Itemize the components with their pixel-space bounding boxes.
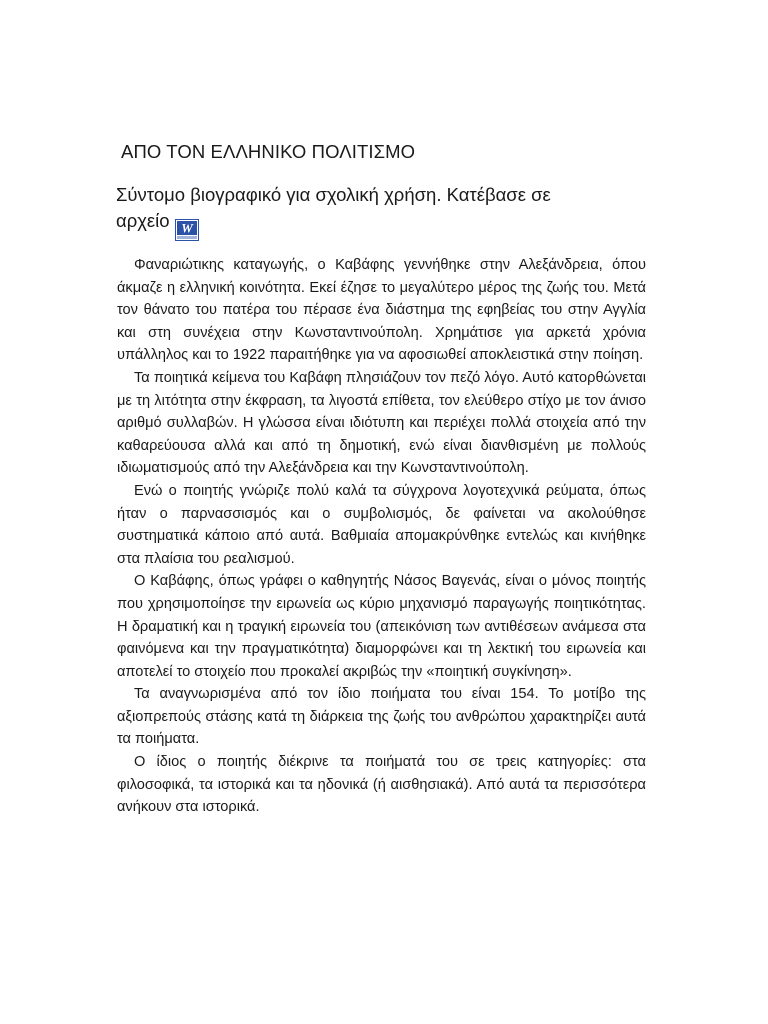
- page-title: ΑΠΟ ΤΟΝ ΕΛΛΗΝΙΚΟ ΠΟΛΙΤΙΣΜΟ: [121, 141, 416, 162]
- word-document-icon[interactable]: [175, 219, 199, 241]
- article-body: [117, 254, 646, 819]
- subtitle-line-1: Σύντομο βιογραφικό για σχολική χρήση. Κατέβασε σε: [116, 184, 551, 205]
- paragraph: Τα ποιητικά κείμενα του Καβάφη πλησιάζουν τον πεζό λόγο. Αυτό κατορθώνεται με τη λιτότητα στην έκφραση, τα λιγοστά επίθετα, τον ελεύθερο στίχο με τον άνισο αριθμό συλλαβών. Η γλώσσα είναι ιδιότυπη και περιέχει πολλά στοιχεία από την καθαρεύουσα αλλά και από τη δημοτική, ενώ είναι διανθισμένη με πολλούς ιδιωματισμούς από την Αλεξάνδρεια και την Κωνσταντινούπολη.: [117, 369, 646, 477]
- paragraph: Τα αναγνωρισμένα από τον ίδιο ποιήματα του είναι 154. Το μοτίβο της αξιοπρεπούς στάσης κατά τη διάρκεια της ζωής του ανθρώπου χαρακτηρίζει αυτά τα ποιήματα.: [117, 686, 646, 748]
- subtitle-line-2: [116, 208, 646, 241]
- paragraph: Ο Καβάφης, όπως γράφει ο καθηγητής Νάσος Βαγενάς, είναι ο μόνος ποιητής που χρησιμοποίησε την ειρωνεία ως κύριο μηχανισμό παραγωγής ποιητικότητας. Η δραματική και η τραγική ειρωνεία του (απεικόνιση των αντιθέσεων ανάμεσα στα φαινόμενα και την πραγματικότητα) διαμορφώνει και τη λεκτική του ειρωνεία και αποτελεί το στοιχείο που προκαλεί ακριβώς την «ποιητική συγκίνηση».: [117, 573, 646, 680]
- subtitle: [116, 182, 646, 241]
- svg-text:W: W: [180, 220, 193, 236]
- paragraph: Ενώ ο ποιητής γνώριζε πολύ καλά τα σύγχρονα λογοτεχνικά ρεύματα, όπως ήταν ο παρνασσισμός και ο συμβολισμός, δε φαίνεται να ακολούθησε συστηματικά κάποιο από αυτά. Βαθμιαία απομακρύνθηκε εντελώς και κινήθηκε στα πλαίσια του ρεαλισμού.: [117, 482, 646, 567]
- paragraph: Φαναριώτικης καταγωγής, ο Καβάφης γεννήθηκε στην Αλεξάνδρεια, όπου άκμαζε η ελληνική κοινότητα. Εκεί έζησε το μεγαλύτερο μέρος της ζωής του. Μετά τον θάνατο του πατέρα του πέρασε ένα διάστημα της εφηβείας του στην Αγγλία και στη συνέχεια στην Κωνσταντινούπολη. Χρημάτισε για αρκετά χρόνια υπάλληλος και το 1922 παραιτήθηκε για να αφοσιωθεί αποκλειστικά στην ποίηση.: [117, 257, 646, 364]
- paragraph: Ο ίδιος ο ποιητής διέκρινε τα ποιήματά του σε τρεις κατηγορίες: στα φιλοσοφικά, τα ιστορικά και τα ηδονικά (ή αισθησιακά). Από αυτά τα περισσότερα ανήκουν στα ιστορικά.: [117, 754, 646, 816]
- subtitle-text: αρχείο: [116, 210, 170, 231]
